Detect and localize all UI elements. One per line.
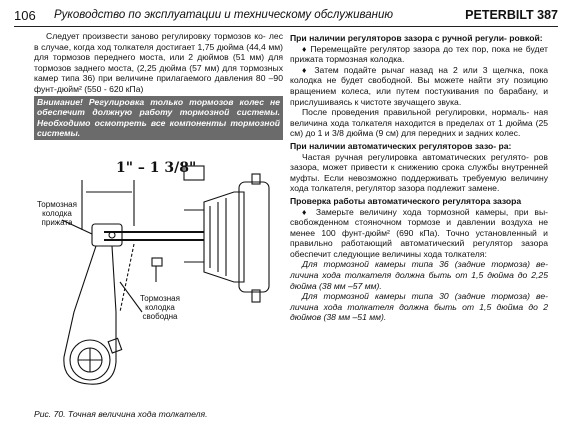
slack-adjuster-figure [34, 162, 284, 407]
brand-title: PETERBILT 387 [465, 8, 558, 22]
running-title: Руководство по эксплуатации и техническому обслуживанию [54, 9, 393, 21]
intro-paragraph: Следует произвести заново регулировку тормозов ко- лес в случае, когда ход толкателя достигает 1,75 дюйма (44,4 мм) для тормозов переднего моста, или 2 дюймов (51 мм) для тормозов заднего моста, (2,25 дюйма (57 мм) для тормозных камер типа 36) при величине прилагаемого давления 80 –90 фунт-дюйм² (550 - 620 кПа) [34, 31, 283, 94]
paragraph-type36: Для тормозной камеры типа 36 (задние тормоза) ве- личина хода толкателя должна быть от 1,5 дюйма до 2,25 дюйма (38 мм –57 мм). [290, 259, 548, 291]
paragraph-back-off: ♦ Затем подайте рычаг назад на 2 или 3 щелчка, пока колодка не будет свободной. Вы можете найти эту позицию вращением колеса, или путем постукивания по барабану, и прислушиваясь к чистоте звучащего звука. [290, 64, 548, 107]
figure-caption: Рис. 70. Точная величина хода толкателя. [34, 409, 208, 419]
page-number: 106 [14, 8, 36, 23]
right-column [290, 31, 548, 323]
dimension-label: 1" – 1 3/8" [116, 160, 197, 176]
paragraph-auto-manual: Частая ручная регулировка автоматических регулято- ров зазора, может привести к снижению срока службы внутренней муфты. Если невозможно поддерживать требуемую величину хода толкателя, регулятор зазора подлежит замене. [290, 151, 548, 194]
brake-diagram [34, 162, 284, 407]
heading-check-auto: Проверка работы автоматического регулятора зазора [290, 195, 522, 206]
paragraph-type30: Для тормозной камеры типа 30 (задние тормоза) ве- личина хода толкателя должна быть от 1,5 дюйма до 2 дюймов (38 мм –51 мм). [290, 291, 548, 323]
header-rule [14, 26, 558, 27]
heading-auto-adjusters: При наличии автоматических регуляторов зазо- ра: [290, 140, 512, 151]
warning-box: Внимание! Регулировка только тормозов колес не обеспечит должную работу тормозной системы. Необходимо осмотреть все компоненты тормозной системы. [34, 96, 283, 140]
left-column [34, 31, 283, 140]
paragraph-measure: ♦ Замерьте величину хода тормозной камеры, при вы- свобожденном стояночном тормозе и давлении воздуха не менее 100 фунт-дюйм² (690 кПа). Точно установленный и правильно работающий автоматический регулятор зазора обеспечит следующие величины хода толкателя: [290, 206, 548, 259]
paragraph-move-adjuster: ♦ Перемещайте регулятор зазора до тех пор, пока не будет прижата тормозная колодка. [290, 43, 548, 65]
paragraph-normal-stroke: После проведения правильной регулировки, нормаль- ная величина хода толкателя находится в пределах от 1 дюйма (25 см) до 1 и 3/8 дюйма (9 см) для передних и задних колес. [290, 107, 548, 139]
page-header [14, 4, 558, 26]
heading-manual-adjusters: При наличии регуляторов зазора с ручной регули- ровкой: [290, 33, 543, 43]
label-shoe-pressed: Тормозная колодка прижата [37, 200, 77, 227]
label-shoe-free: Тормозная колодка свободна [140, 294, 180, 321]
